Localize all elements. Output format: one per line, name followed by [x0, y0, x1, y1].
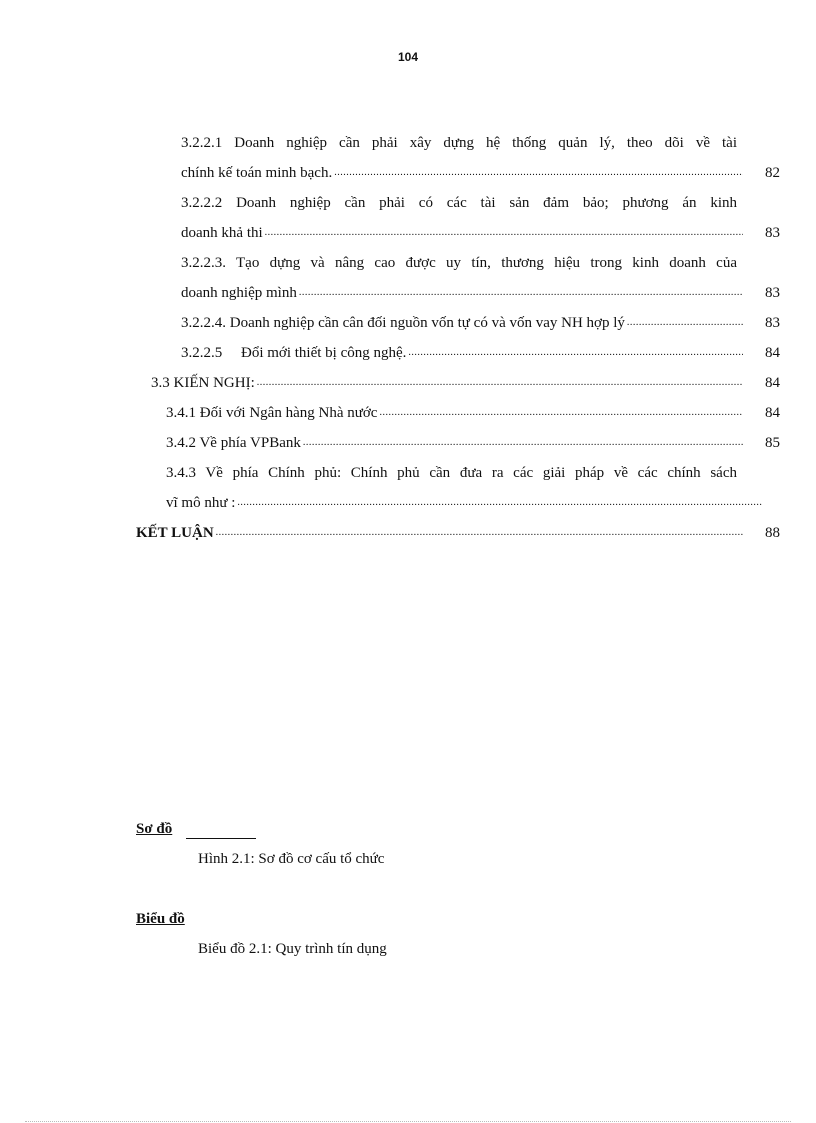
toc-entry-3-2-2-2-line1[interactable]: 3.2.2.2 Doanh nghiệp cần phải có các tài sản đảm bảo; phương án kinh: [181, 195, 737, 211]
toc-entry-3-2-2-3-line2[interactable]: [181, 283, 743, 303]
toc-entry-3-2-2-1-line2[interactable]: [181, 163, 743, 183]
page-bottom-rule: [25, 1121, 791, 1122]
bieu-do-heading: Biểu đồ: [136, 911, 185, 927]
toc-entry-3-4-2[interactable]: [166, 433, 743, 453]
so-do-heading: Sơ đồ: [136, 821, 173, 837]
toc-entry-text: 3.2.2.4. Doanh nghiệp cần cân đối nguồn vốn tự có và vốn vay NH hợp lý: [181, 315, 625, 331]
toc-entry-text: doanh nghiệp mình: [181, 285, 297, 301]
toc-entry-3-3[interactable]: [151, 373, 743, 393]
leader-dots: [265, 223, 743, 243]
toc-entry-3-2-2-3-line1[interactable]: 3.2.2.3. Tạo dựng và nâng cao được uy tín, thương hiệu trong kinh doanh của: [181, 255, 737, 271]
leader-dots: [299, 283, 743, 303]
toc-entry-3-4-1[interactable]: [166, 403, 743, 423]
toc-entry-text: vĩ mô như :: [166, 495, 236, 511]
toc-entry-3-2-2-5[interactable]: [181, 343, 743, 363]
page-number: 104: [397, 50, 419, 64]
toc-entry-3-2-2-4[interactable]: [181, 313, 743, 333]
toc-entry-3-2-2-2-line2[interactable]: [181, 223, 743, 243]
toc-entry-text: 3.4.1 Đối với Ngân hàng Nhà nước: [166, 405, 378, 421]
leader-dots: [303, 433, 743, 453]
toc-page-number: 83: [765, 285, 780, 301]
toc-entry-text: 3.4.2 Về phía VPBank: [166, 435, 301, 451]
toc-entry-text: 3.3 KIẾN NGHỊ:: [151, 375, 255, 391]
toc-page-number: 88: [765, 525, 780, 541]
toc-page-number: 82: [765, 165, 780, 181]
toc-entry-text: chính kế toán minh bạch.: [181, 165, 333, 181]
leader-dots: [216, 523, 743, 543]
bieu-do-item[interactable]: Biểu đồ 2.1: Quy trình tín dụng: [198, 941, 387, 957]
toc-entry-text: 3.2.2.5 Đổi mới thiết bị công nghệ.: [181, 345, 407, 361]
so-do-item[interactable]: Hình 2.1: Sơ đồ cơ cấu tổ chức: [198, 851, 385, 867]
heading-underline: [186, 838, 256, 839]
toc-page-number: 84: [765, 405, 780, 421]
toc-page-number: 83: [765, 315, 780, 331]
leader-dots: [237, 493, 763, 513]
toc-page-number: 84: [765, 345, 780, 361]
leader-dots: [257, 373, 743, 393]
toc-entry-ket-luan[interactable]: [136, 523, 743, 543]
toc-page-number: 84: [765, 375, 780, 391]
toc-entry-text: KẾT LUẬN: [136, 525, 214, 541]
leader-dots: [408, 343, 743, 363]
toc-entry-3-4-3-line1[interactable]: 3.4.3 Về phía Chính phủ: Chính phủ cần đưa ra các giải pháp về các chính sách: [166, 465, 737, 481]
toc-page-number: 85: [765, 435, 780, 451]
toc-page-number: 83: [765, 225, 780, 241]
toc-entry-3-2-2-1-line1[interactable]: 3.2.2.1 Doanh nghiệp cần phải xây dựng hệ thống quản lý, theo dõi về tài: [181, 135, 737, 151]
leader-dots: [627, 313, 743, 333]
toc-entry-3-4-3-line2[interactable]: [166, 493, 763, 513]
leader-dots: [379, 403, 743, 423]
leader-dots: [334, 163, 743, 183]
toc-entry-text: doanh khả thi: [181, 225, 263, 241]
